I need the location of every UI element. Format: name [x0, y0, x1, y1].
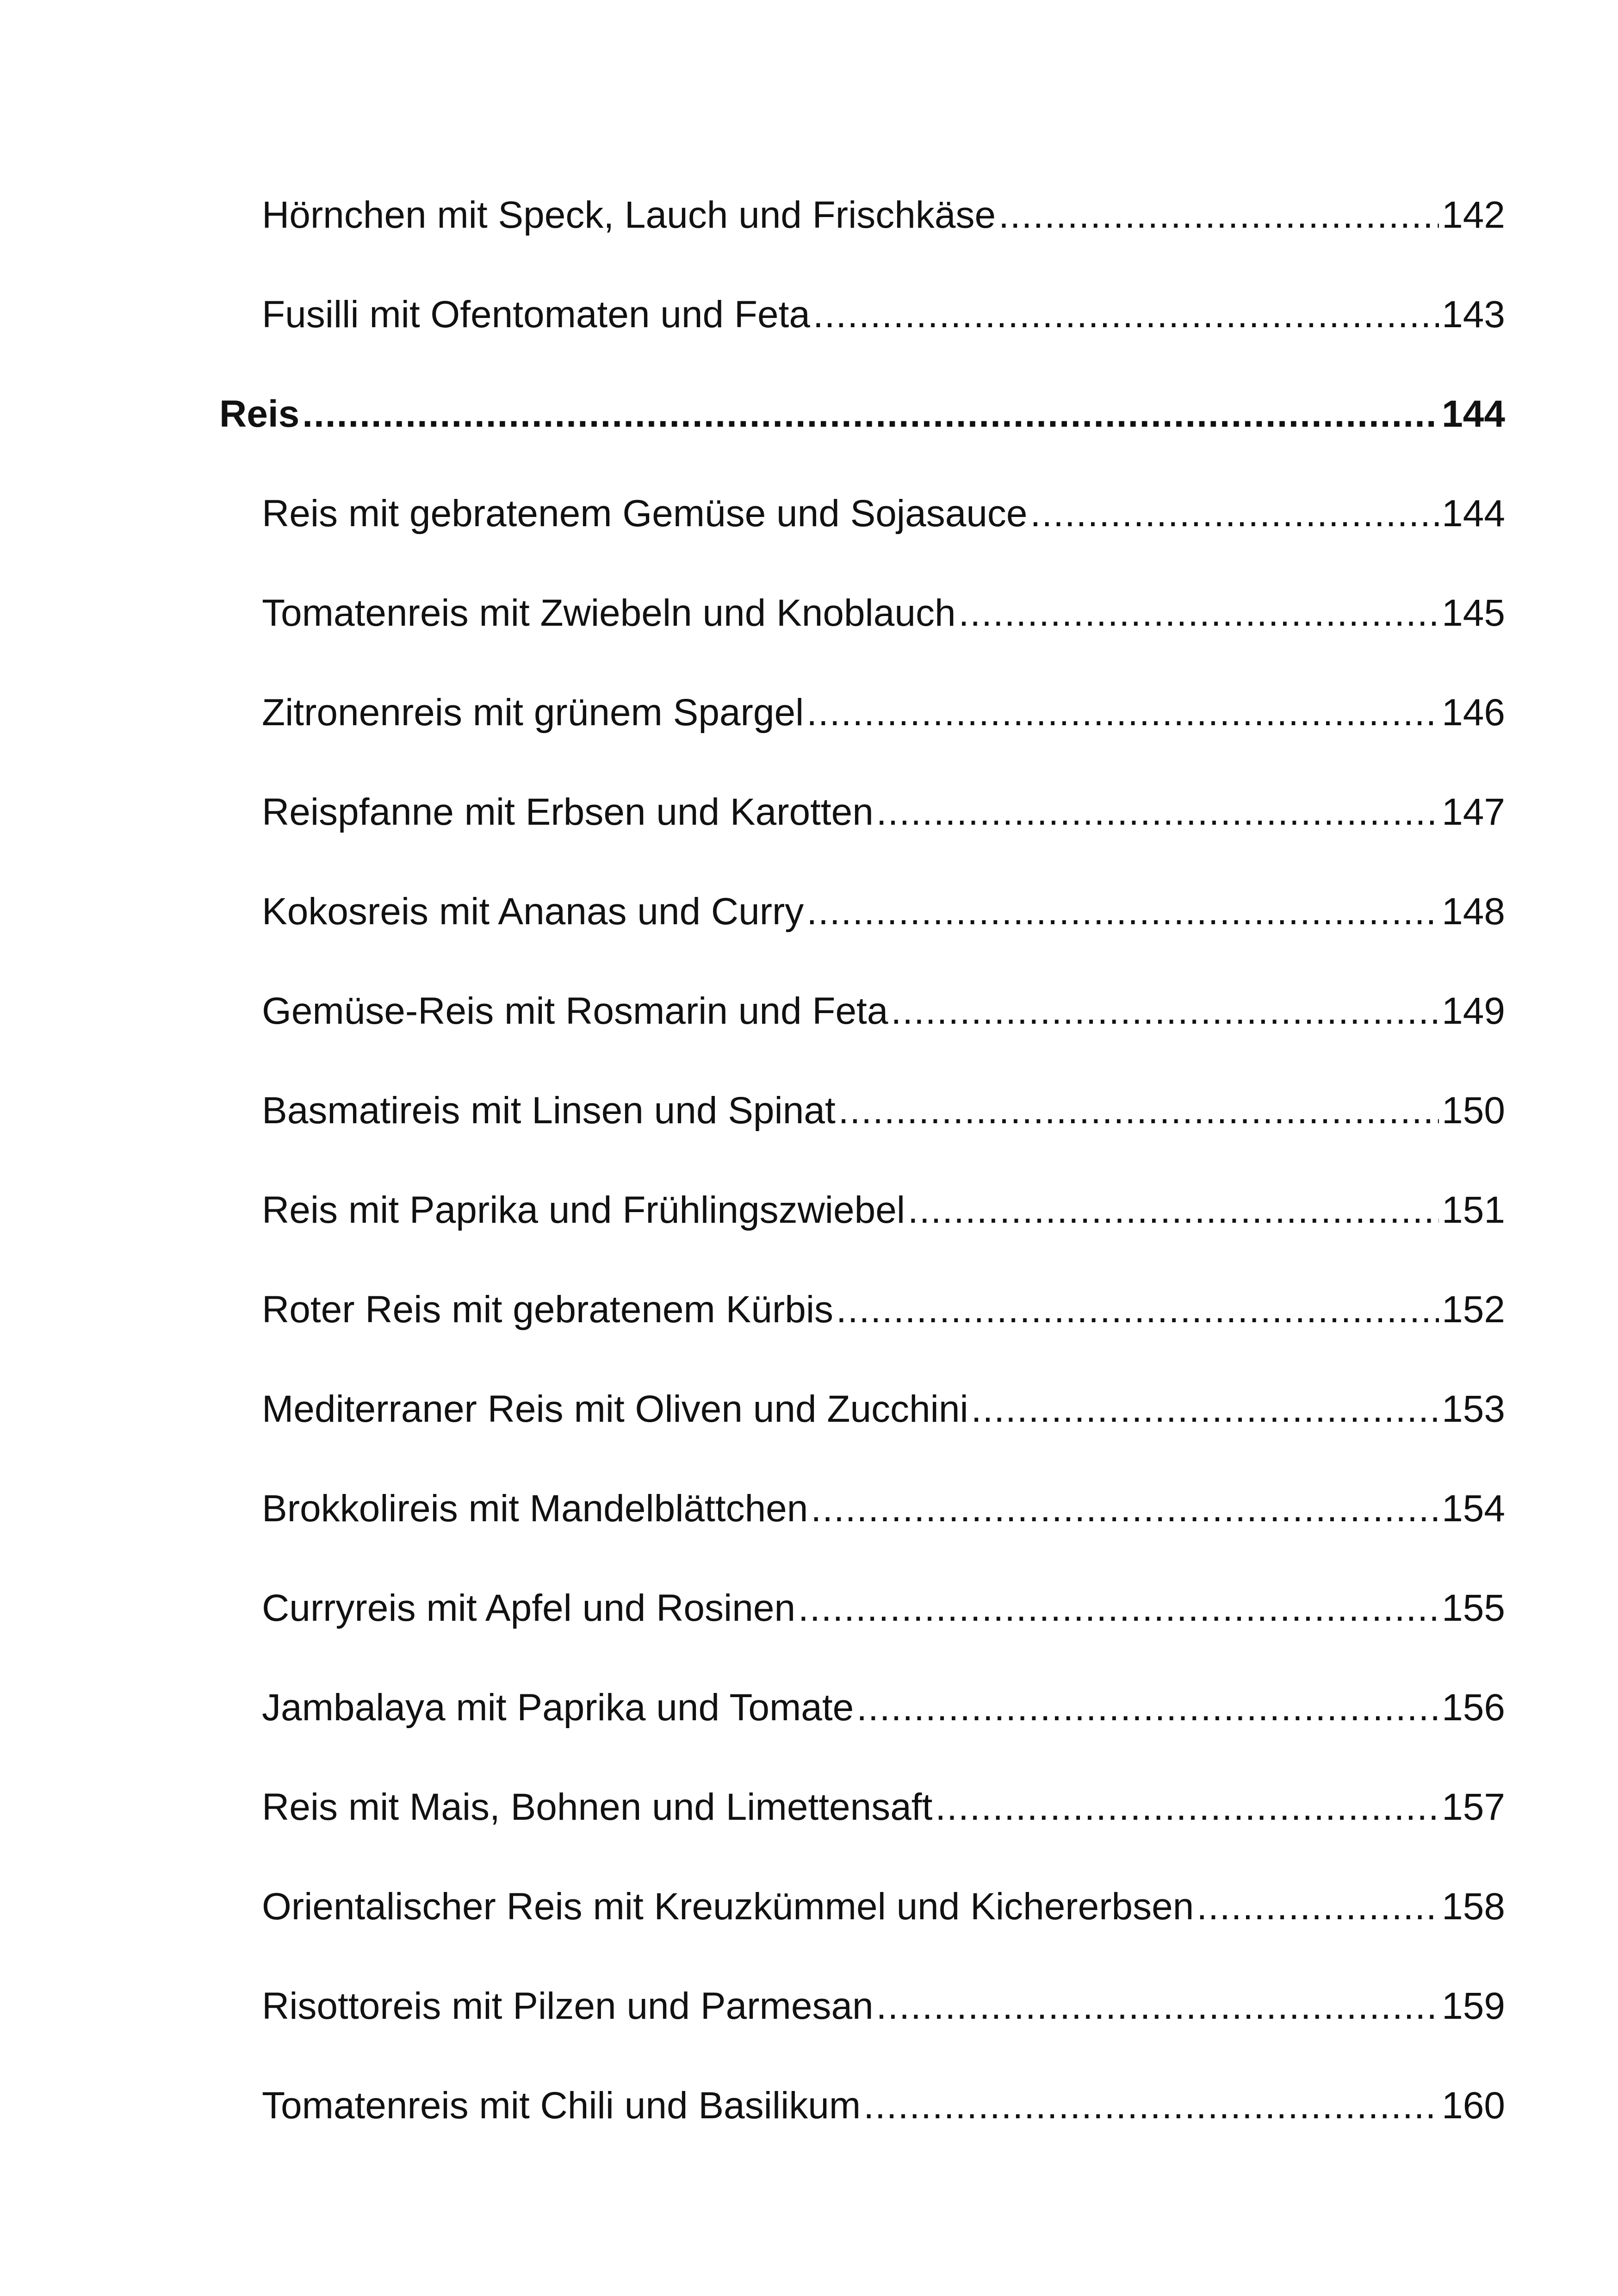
toc-chapter-entry[interactable]: [0, 364, 1618, 464]
toc-entry-title: Basmatireis mit Linsen und Spinat: [262, 1089, 836, 1132]
toc-page-number: 157: [1442, 1786, 1505, 1828]
toc-page-number: 143: [1442, 293, 1505, 336]
toc-entry[interactable]: [0, 1857, 1618, 1956]
toc-page-number: 156: [1442, 1686, 1505, 1729]
toc-entry-title: Hörnchen mit Speck, Lauch und Frischkäse: [262, 193, 996, 236]
toc-entry-title: Jambalaya mit Paprika und Tomate: [262, 1686, 854, 1729]
toc-entry[interactable]: [0, 464, 1618, 563]
toc-entry-title: Reispfanne mit Erbsen und Karotten: [262, 790, 874, 833]
toc-page-number: 146: [1442, 691, 1505, 734]
toc-page-number: 159: [1442, 1985, 1505, 2027]
toc-entry[interactable]: [0, 862, 1618, 961]
toc-entry[interactable]: [0, 165, 1618, 265]
toc-page-number: 150: [1442, 1089, 1505, 1132]
toc-page-number: 144: [1442, 492, 1505, 535]
toc-dot-leader: [891, 992, 1439, 1030]
toc-page-number: 160: [1442, 2084, 1505, 2127]
toc-entry[interactable]: [0, 1558, 1618, 1658]
toc-page-number: 151: [1442, 1188, 1505, 1231]
toc-dot-leader: [876, 793, 1439, 831]
toc-dot-leader: [836, 1291, 1439, 1329]
toc-page-number: 155: [1442, 1587, 1505, 1629]
toc-entry-title: Orientalischer Reis mit Kreuzkümmel und Kichererbsen: [262, 1885, 1194, 1928]
toc-page-number: 153: [1442, 1388, 1505, 1430]
toc-dot-leader: [838, 1092, 1439, 1130]
toc-entry[interactable]: [0, 1459, 1618, 1558]
toc-entry-title: Tomatenreis mit Chili und Basilikum: [262, 2084, 861, 2127]
toc-dot-leader: [302, 395, 1439, 433]
toc-entry-title: Fusilli mit Ofentomaten und Feta: [262, 293, 810, 336]
toc-entry-title: Reis mit gebratenem Gemüse und Sojasauce: [262, 492, 1028, 535]
toc-dot-leader: [806, 694, 1439, 732]
toc-dot-leader: [971, 1390, 1439, 1428]
toc-dot-leader: [863, 2087, 1439, 2125]
toc-page-number: 144: [1442, 392, 1505, 435]
toc-entry[interactable]: [0, 1757, 1618, 1857]
toc-entry[interactable]: [0, 1359, 1618, 1459]
toc-page-number: 145: [1442, 591, 1505, 634]
toc-entry-title: Mediterraner Reis mit Oliven und Zucchini: [262, 1388, 968, 1430]
toc-page-number: 158: [1442, 1885, 1505, 1928]
toc-entry-title: Brokkolireis mit Mandelblättchen: [262, 1487, 808, 1530]
toc-entry-title: Reis mit Paprika und Frühlingszwiebel: [262, 1188, 905, 1231]
toc-dot-leader: [959, 594, 1439, 632]
toc-dot-leader: [876, 1987, 1439, 2025]
toc-entry-title: Risottoreis mit Pilzen und Parmesan: [262, 1985, 874, 2027]
toc-dot-leader: [908, 1191, 1439, 1229]
toc-dot-leader: [813, 296, 1439, 334]
toc-page-number: 148: [1442, 890, 1505, 933]
toc-entry[interactable]: [0, 2056, 1618, 2155]
toc-dot-leader: [798, 1589, 1439, 1627]
toc-entry-title: Zitronenreis mit grünem Spargel: [262, 691, 804, 734]
toc-entry-title: Curryreis mit Apfel und Rosinen: [262, 1587, 796, 1629]
toc-dot-leader: [998, 196, 1439, 234]
toc-page-number: 142: [1442, 193, 1505, 236]
toc-page-number: 147: [1442, 790, 1505, 833]
table-of-contents: [0, 165, 1618, 2155]
toc-entry[interactable]: [0, 265, 1618, 364]
toc-entry[interactable]: [0, 1956, 1618, 2056]
toc-dot-leader: [935, 1788, 1439, 1826]
toc-entry[interactable]: [0, 961, 1618, 1061]
toc-entry-title: Reis mit Mais, Bohnen und Limettensaft: [262, 1786, 933, 1828]
toc-entry[interactable]: [0, 563, 1618, 663]
toc-page-number: 149: [1442, 989, 1505, 1032]
toc-entry[interactable]: [0, 1160, 1618, 1260]
toc-entry[interactable]: [0, 1260, 1618, 1359]
toc-entry[interactable]: [0, 1061, 1618, 1160]
toc-entry-title: Gemüse-Reis mit Rosmarin und Feta: [262, 989, 888, 1032]
toc-dot-leader: [806, 893, 1439, 931]
toc-entry[interactable]: [0, 762, 1618, 862]
toc-dot-leader: [811, 1490, 1439, 1528]
toc-page-number: 154: [1442, 1487, 1505, 1530]
toc-chapter-title: Reis: [219, 392, 300, 435]
toc-entry-title: Tomatenreis mit Zwiebeln und Knoblauch: [262, 591, 956, 634]
toc-dot-leader: [1030, 495, 1439, 533]
toc-entry-title: Roter Reis mit gebratenem Kürbis: [262, 1288, 834, 1331]
toc-page-number: 152: [1442, 1288, 1505, 1331]
toc-dot-leader: [856, 1689, 1439, 1727]
toc-entry[interactable]: [0, 1658, 1618, 1757]
toc-dot-leader: [1196, 1888, 1439, 1926]
toc-entry[interactable]: [0, 663, 1618, 762]
toc-entry-title: Kokosreis mit Ananas und Curry: [262, 890, 804, 933]
